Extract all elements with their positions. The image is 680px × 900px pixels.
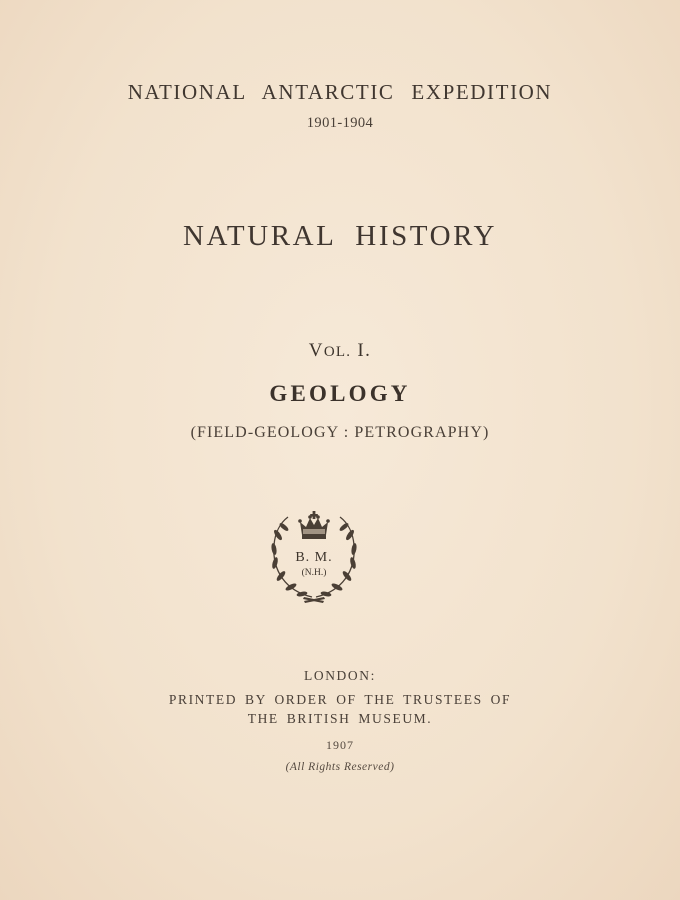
emblem-initials: B. M. <box>295 550 333 565</box>
imprint-printed-by: PRINTED BY ORDER OF THE TRUSTEES OF <box>168 692 512 707</box>
main-title: NATURAL HISTORY <box>182 220 498 252</box>
volume-numeral: I. <box>351 340 372 361</box>
volume-prefix-rest: OL. <box>323 344 352 360</box>
expedition-title: NATIONAL ANTARCTIC EXPEDITION <box>127 80 553 104</box>
volume-subtitle: (FIELD-GEOLOGY : PETROGRAPHY) <box>190 424 490 441</box>
imprint-year: 1907 <box>326 738 354 752</box>
expedition-years: 1901-1904 <box>306 115 374 131</box>
volume-subject: GEOLOGY <box>269 381 411 406</box>
rights-notice: (All Rights Reserved) <box>285 761 395 773</box>
crown-laurel-seal-icon <box>264 505 364 605</box>
volume-number <box>0 340 680 362</box>
imprint-place: LONDON: <box>304 668 376 683</box>
emblem-subscript: (N.H.) <box>301 568 327 578</box>
volume-prefix-cap: V <box>308 340 324 361</box>
imprint-institution: THE BRITISH MUSEUM. <box>247 711 433 726</box>
